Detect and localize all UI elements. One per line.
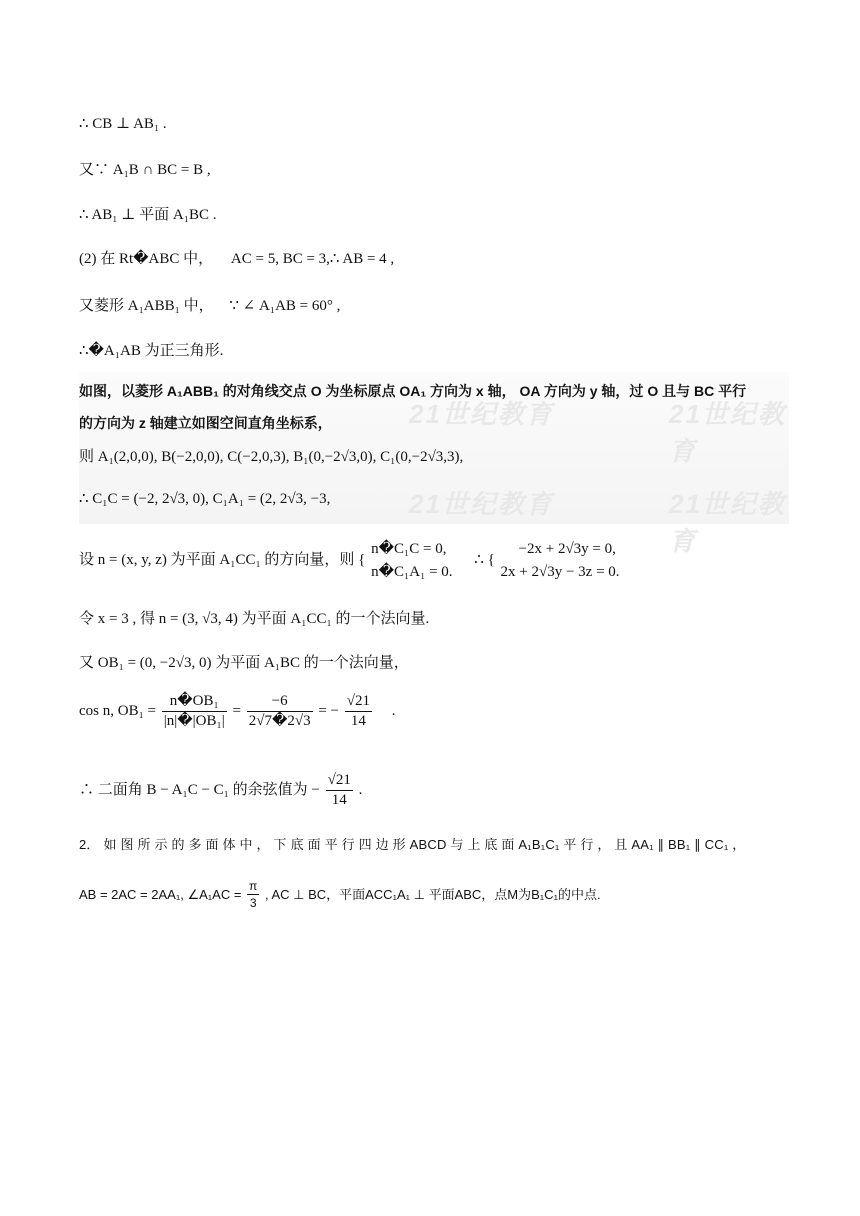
watermark-text: 21世纪教育 bbox=[409, 399, 554, 429]
pi-over-3-fraction bbox=[247, 880, 259, 909]
part2-intro: (2) 在 Rt�ABC 中， bbox=[79, 251, 214, 267]
problem2-conditions: AB = 2AC = 2AA₁, ∠A₁AC = bbox=[79, 887, 242, 902]
cosine-fraction-1 bbox=[162, 694, 227, 729]
cosine-fraction-2 bbox=[247, 694, 313, 729]
proof-line-4 bbox=[79, 252, 394, 267]
linear-eq2: 2x + 2√3y − 3z = 0. bbox=[500, 563, 620, 580]
three-denominator: 3 bbox=[249, 896, 257, 910]
conclusion-fraction bbox=[326, 773, 353, 808]
cosine-lhs: cos n, OB₁ = bbox=[79, 703, 157, 719]
problem2-rest: , AC ⊥ BC，平面ACC₁A₁ ⊥ 平面ABC，点M为B₁C₁的中点. bbox=[264, 887, 601, 902]
angle-text: ∵ ∠ A₁AB = 60° , bbox=[229, 298, 341, 314]
normal-vector-line bbox=[79, 538, 620, 583]
equals-minus: = − bbox=[318, 703, 339, 719]
proof-line-6: ∴�A₁AB 为正三角形. bbox=[79, 343, 224, 359]
watermark-text-2: 21世纪教育 bbox=[669, 399, 786, 466]
therefore-brace: ∴ { bbox=[474, 552, 495, 568]
fraction-3-numerator: √21 bbox=[345, 694, 372, 712]
proof-line-3: ∴ AB₁ ⊥ 平面 A₁BC . bbox=[79, 207, 217, 223]
condition-system bbox=[371, 538, 452, 583]
equals-sign: = bbox=[232, 703, 241, 719]
watermark-text-3: 21世纪教育 bbox=[409, 489, 554, 519]
cosine-line bbox=[79, 694, 395, 729]
problem2-line1: 2． 如 图 所 示 的 多 面 体 中 ， 下 底 面 平 行 四 边 形 ABCD 与 上 底 面 A₁B₁C₁ 平 行 ， 且 AA₁ ∥ BB₁ ∥ CC₁ ， bbox=[79, 837, 746, 852]
ob-vector-line: 又 OB₁ = (0, −2√3, 0) 为平面 A₁BC 的一个法向量， bbox=[79, 655, 409, 671]
normal-intro: 设 n = (x, y, z) 为平面 A₁CC₁ 的方向量，则 { bbox=[79, 552, 366, 568]
image-coords: 则 A₁(2,0,0), B(−2,0,0), C(−2,0,3), B₁(0,−2√3,0), C₁(0,−2√3,3), bbox=[79, 449, 464, 465]
image-para-2: 的方向为 z 轴建立如图空间直角坐标系， bbox=[79, 415, 332, 431]
problem2-line2 bbox=[79, 880, 601, 909]
pi-numerator: π bbox=[249, 879, 258, 893]
conclusion-text: ∴ 二面角 B − A₁C − C₁ 的余弦值为 − bbox=[79, 782, 320, 798]
conclusion-end: . bbox=[358, 782, 363, 798]
linear-eq1: −2x + 2√3y = 0, bbox=[518, 541, 616, 557]
cosine-fraction-3 bbox=[345, 694, 372, 729]
fraction-2-denominator: 2√7�2√3 bbox=[248, 713, 311, 729]
fraction-2-numerator: −6 bbox=[247, 694, 313, 712]
image-vectors: ∴ C₁C = (−2, 2√3, 0), C₁A₁ = (2, 2√3, −3, bbox=[79, 491, 331, 507]
watermark-text-4: 21世纪教育 bbox=[669, 489, 786, 556]
proof-line-1: ∴ CB ⊥ AB₁ . bbox=[79, 116, 167, 132]
proof-line-5 bbox=[79, 299, 340, 314]
proof-line-2: 又∵ A₁B ∩ BC = B , bbox=[79, 162, 211, 178]
condition-eq2: n�C₁A₁ = 0. bbox=[371, 563, 453, 580]
fraction-3-denominator: 14 bbox=[350, 713, 366, 729]
conclusion-denominator: 14 bbox=[331, 792, 347, 808]
let-x-line: 令 x = 3 , 得 n = (3, √3, 4) 为平面 A₁CC₁ 的一个法向量. bbox=[79, 611, 430, 627]
image-para-1: 如图，以菱形 A₁ABB₁ 的对角线交点 O 为坐标原点 OA₁ 方向为 x 轴， OA 方向为 y 轴，过 O 且与 BC 平行 bbox=[79, 383, 747, 399]
fraction-1-denominator: |n|�|OB₁| bbox=[163, 713, 225, 729]
conclusion-numerator: √21 bbox=[326, 773, 353, 791]
fraction-1-numerator: n�OB₁ bbox=[162, 694, 227, 712]
part2-lengths: AC = 5, BC = 3,∴ AB = 4 , bbox=[230, 251, 395, 267]
linear-system bbox=[501, 538, 620, 583]
condition-eq1: n�C₁C = 0, bbox=[371, 541, 447, 557]
cosine-end: . bbox=[391, 703, 396, 719]
conclusion-line bbox=[79, 773, 362, 808]
rhombus-text: 又菱形 A₁ABB₁ 中， bbox=[79, 298, 214, 314]
